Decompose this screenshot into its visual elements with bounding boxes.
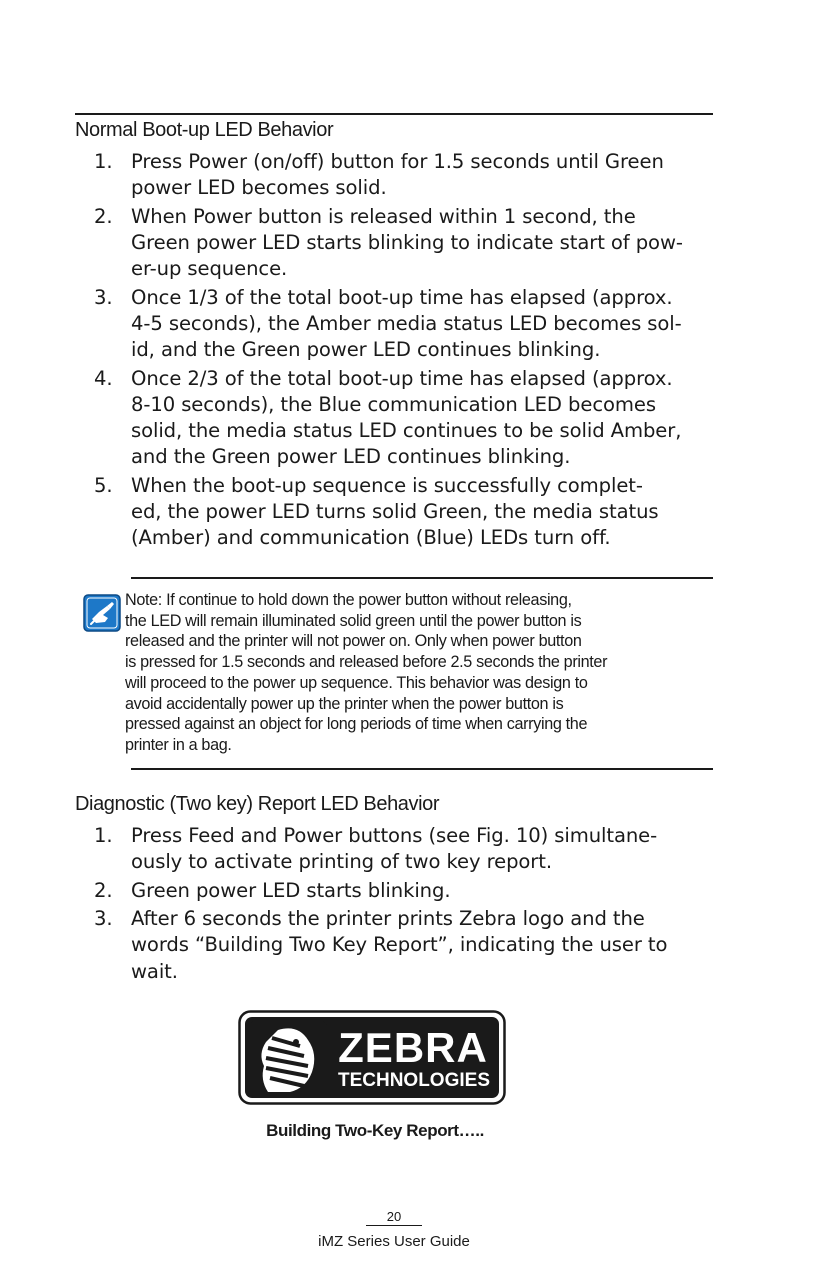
list-item-line: wait. <box>131 959 178 983</box>
logo-brand-text: ZEBRA <box>338 1024 488 1071</box>
note-text <box>125 590 700 756</box>
note-line: the LED will remain illuminated solid green until the power button is <box>125 611 582 630</box>
list-item-number: 2. <box>94 878 113 902</box>
note-line: released and the printer will not power on. Only when power button <box>125 632 582 651</box>
note-line: printer in a bag. <box>125 735 232 754</box>
list-item-number: 1. <box>94 150 113 173</box>
list-item-number: 2. <box>94 204 113 228</box>
section-heading-diagnostic: Diagnostic (Two key) Report LED Behavior <box>75 793 440 815</box>
list-item <box>75 906 715 985</box>
top-rule <box>75 113 713 115</box>
section-heading-normal-boot: Normal Boot-up LED Behavior <box>75 119 334 141</box>
note-top-rule <box>131 577 713 579</box>
list-item-line: ously to activate printing of two key report. <box>131 850 552 874</box>
list-item-line: 4-5 seconds), the Amber media status LED becomes sol- <box>131 311 682 335</box>
list-item-line: (Amber) and communication (Blue) LEDs turn off. <box>131 526 611 550</box>
list-item-line: When Power button is released within 1 second, the <box>131 204 636 228</box>
list-item-line: Green power LED starts blinking. <box>131 878 451 902</box>
list-item-line: and the Green power LED continues blinking. <box>131 445 571 469</box>
note-hand-icon <box>83 594 121 632</box>
list-item-number: 3. <box>94 285 113 309</box>
list-item-line: words “Building Two Key Report”, indicating the user to <box>131 933 668 957</box>
list-item <box>75 204 715 283</box>
list-item-line: After 6 seconds the printer prints Zebra logo and the <box>131 907 645 931</box>
zebra-logo <box>238 1010 506 1105</box>
list-item-line: 8-10 seconds), the Blue communication LED becomes <box>131 392 656 416</box>
list-item <box>75 149 715 201</box>
list-item-number: 3. <box>94 907 113 931</box>
list-item-line: Press Power (on/off) button for 1.5 seconds until Green <box>131 150 664 173</box>
logo-caption: Building Two-Key Report….. <box>266 1121 484 1140</box>
page-number: 20 <box>386 1209 402 1224</box>
list-item <box>75 285 715 364</box>
list-item-line: ed, the power LED turns solid Green, the media status <box>131 499 659 523</box>
list-item <box>75 878 715 904</box>
footer-title: iMZ Series User Guide <box>318 1233 470 1250</box>
list-item <box>75 366 715 471</box>
diagnostic-steps <box>75 823 715 987</box>
note-line: avoid accidentally power up the printer when the power button is <box>125 694 564 713</box>
normal-boot-steps <box>75 149 715 554</box>
logo-sub-text: TECHNOLOGIES <box>337 1070 491 1091</box>
note-line: will proceed to the power up sequence. This behavior was design to <box>125 673 588 692</box>
list-item-line: id, and the Green power LED continues blinking. <box>131 338 601 362</box>
list-item-line: power LED becomes solid. <box>131 176 387 200</box>
list-item-number: 4. <box>94 366 113 390</box>
note-line: pressed against an object for long periods of time when carrying the <box>125 715 588 734</box>
list-item-number: 1. <box>94 824 113 847</box>
zebra-head-icon <box>249 1021 327 1095</box>
list-item-line: Green power LED starts blinking to indicate start of pow- <box>131 230 683 254</box>
list-item <box>75 473 715 552</box>
list-item-line: er-up sequence. <box>131 257 288 281</box>
note-line: is pressed for 1.5 seconds and released before 2.5 seconds the printer <box>125 653 608 672</box>
list-item-line: Once 1/3 of the total boot-up time has elapsed (approx. <box>131 285 673 309</box>
note-line: Note: If continue to hold down the power button without releasing, <box>125 591 572 609</box>
list-item <box>75 823 715 875</box>
page-number-rule <box>366 1225 422 1226</box>
note-bottom-rule <box>131 768 713 770</box>
list-item-number: 5. <box>94 473 113 497</box>
list-item-line: Once 2/3 of the total boot-up time has elapsed (approx. <box>131 366 673 390</box>
list-item-line: solid, the media status LED continues to be solid Amber, <box>131 418 682 442</box>
list-item-line: Press Feed and Power buttons (see Fig. 10) simultane- <box>131 824 658 847</box>
list-item-line: When the boot-up sequence is successfully complet- <box>131 473 643 497</box>
